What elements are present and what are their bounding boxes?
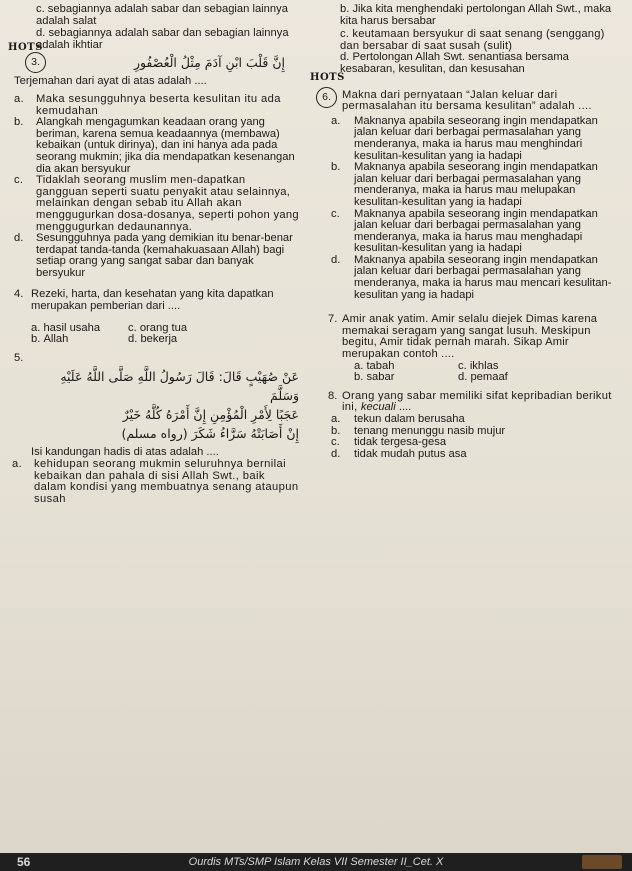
- q8-option-d: [318, 449, 624, 461]
- q7a-text: tabah: [366, 359, 395, 372]
- q6-number: 6.: [316, 87, 337, 108]
- q4-option-d: [128, 334, 177, 346]
- footer-title: Ourdis MTs/SMP Islam Kelas VII Semester II_Cet. X: [188, 856, 444, 868]
- q8d-key: d.: [331, 447, 341, 460]
- q4-option-b: [31, 334, 128, 346]
- q6b-text: Maknanya apabila seseorang ingin mendapatkan jalan keluar dari berbagai permasalahan yang menderanya, maka ia harus mau melupakan kesulitan-kesulitan yang ia hadapi: [354, 161, 598, 208]
- q4a-text: hasil usaha: [43, 321, 101, 334]
- q2c-right-text: c. keutamaan bersyukur di saat senang (senggang) dan bersabar di saat susah (sulit): [340, 28, 605, 52]
- q3-option-d: [14, 233, 299, 279]
- q7-options: [318, 361, 624, 384]
- q7a-key: a.: [354, 359, 364, 372]
- q3a-key: a.: [14, 92, 25, 105]
- q4b-text: Allah: [43, 333, 69, 346]
- q7b-text: sabar: [366, 371, 395, 384]
- q8-question-emphasis: kecuali: [360, 401, 396, 414]
- q6: [318, 90, 624, 113]
- q2-option-d: [14, 28, 299, 51]
- q2d-text: d. sebagiannya adalah sabar dan sebagian lainnya adalah ikhtiar: [36, 27, 289, 51]
- q8-number: 8.: [328, 389, 338, 402]
- q3b-key: b.: [14, 116, 24, 129]
- q6c-text: Maknanya apabila seseorang ingin mendapatkan jalan keluar dari berbagai permasalahan yang menderanya, maka ia harus mau menghadapi kesulitan-kesulitan yang ia hadapi: [354, 207, 598, 255]
- q5-arabic-line-2: عَجَبًا لِأَمْرِ الْمُؤْمِنِ إِنَّ أَمْرَهُ كُلَّهُ خَيْرٌ: [122, 407, 299, 423]
- hots-badge: HOTS: [8, 42, 43, 54]
- q3-option-c: [14, 175, 299, 233]
- q3d-text: Sesungguhnya pada yang demikian itu benar-benar terdapat tanda-tanda (kemahakuasaan Allah) bagi setiap orang yang sangat sabar dan banyak bersyukur: [36, 232, 293, 279]
- q3c-key: c.: [14, 174, 24, 187]
- q6a-key: a.: [331, 114, 341, 127]
- q7-number: 7.: [328, 313, 338, 326]
- q3b-text: Alangkah mengagumkan keadaan orang yang beriman, karena semua keadaannya (membawa) kebaikan (untuk dirinya), dan ini hanya ada pada seorang mukmin; jika dia mendapatkan kesenangan dia akan bersyukur: [36, 116, 295, 175]
- q4c-key: c.: [128, 321, 137, 334]
- q2c-text: c. sebagiannya adalah sabar dan sebagian lainnya adalah salat: [36, 3, 288, 27]
- q3a-text: Maka sesungguhnya beserta kesulitan itu ada kemudahan: [36, 92, 281, 117]
- q8-question-b: ....: [395, 401, 412, 414]
- q2d-right-text: d. Pertolongan Allah Swt. senantiasa bersama kesabaran, kesulitan, dan kesusahan: [340, 51, 569, 75]
- q5-arabic-hadith: [14, 367, 299, 443]
- q6c-key: c.: [331, 207, 340, 220]
- q7b-key: b.: [354, 371, 364, 384]
- q5-number: 5.: [14, 351, 24, 364]
- right-column: [310, 3, 624, 460]
- q8-question-a: Orang yang sabar memiliki sifat kepribadian berikut ini,: [342, 389, 612, 414]
- q6-option-c: [318, 209, 624, 255]
- q8a-key: a.: [331, 413, 341, 425]
- q8b-text: tenang menunggu nasib mujur: [354, 424, 506, 437]
- q4c-text: orang tua: [139, 321, 188, 334]
- q3-option-b: [14, 117, 299, 175]
- q8c-key: c.: [331, 436, 340, 449]
- q6-option-d: [318, 255, 624, 301]
- q8d-text: tidak mudah putus asa: [354, 447, 467, 460]
- q5a-key: a.: [12, 458, 23, 471]
- publisher-logo-icon: [582, 855, 622, 869]
- q6-question: Makna dari pernyataan “Jalan keluar dari permasalahan itu bersama kesulitan” adalah ....: [342, 88, 592, 113]
- q2-option-b: [318, 4, 624, 27]
- q3-arabic-verse: إِنَّ قَلْبَ ابْنِ آدَمَ مِثْلُ الْعُصْفُورِ: [133, 55, 285, 71]
- q4: [14, 289, 299, 312]
- q8b-key: b.: [331, 424, 341, 437]
- q4-question: Rezeki, harta, dan kesehatan yang kita dapatkan merupakan pemberian dari ....: [31, 288, 274, 313]
- q6-option-b: [318, 162, 624, 208]
- page-number: 56: [17, 855, 31, 869]
- q7-option-b: [354, 372, 458, 384]
- q3-header: [8, 42, 299, 73]
- q6a-text: Maknanya apabila seseorang ingin mendapatkan jalan keluar dari berbagai permasalahan yang menderanya, maka ia harus mau menghindari kesulitan-kesulitan yang ia hadapi: [354, 114, 598, 162]
- q6-option-a: [318, 116, 624, 162]
- q8a-text: tekun dalam berusaha: [354, 413, 465, 425]
- q4b-key: b.: [31, 333, 41, 346]
- q7d-text: pemaaf: [470, 371, 508, 384]
- q2-option-c-right: [318, 29, 624, 52]
- q2-option-c: [14, 4, 299, 27]
- q7-question: Amir anak yatim. Amir selalu diejek Dimas karena memakai seragam yang sangat lusuh. Meskipun begitu, Amir tidak pernah marah. Sikap Amir merupakan contoh ....: [342, 313, 598, 361]
- q2-option-d-right: [318, 52, 624, 75]
- q6d-key: d.: [331, 253, 341, 266]
- q7c-key: c.: [458, 359, 467, 372]
- q4-options: [14, 323, 299, 346]
- q6d-text: Maknanya apabila seseorang ingin mendapatkan jalan keluar dari berbagai permasalahan yang menderanya, maka ia harus mau mencari kesulitan-kesulitan yang ia hadapi: [354, 253, 612, 301]
- q8: [318, 391, 624, 414]
- q7-option-d: [458, 372, 508, 384]
- q5a-text: kehidupan seorang mukmin seluruhnya bernilai kebaikan dan pahala di sisi Allah Swt., baik dalam kondisi yang membuatnya senang ataupun susah: [34, 458, 299, 505]
- q3-number: 3.: [25, 52, 46, 73]
- q4d-text: bekerja: [140, 333, 178, 346]
- q5-arabic-line-3: إِنْ أَصَابَتْهُ سَرَّاءُ شَكَرَ (رواه مسلم): [121, 426, 299, 442]
- q7c-text: ikhlas: [469, 359, 499, 372]
- q7: [318, 314, 624, 360]
- q3c-text: Tidaklah seorang muslim men-dapatkan gangguan seperti suatu penyakit atau selainnya, melainkan dengan sebab itu Allah akan menggugurkan dosa-dosanya, seperti pohon yang menggugurkan dedaunannya.: [36, 174, 299, 233]
- q2b-text: b. Jika kita menghendaki pertolongan Allah Swt., maka kita harus bersabar: [340, 3, 612, 27]
- q7d-key: d.: [458, 371, 468, 384]
- hots-badge-right: HOTS: [310, 71, 345, 83]
- q5-arabic-line-1: عَنْ صُهَيْبٍ قَالَ: قَالَ رَسُولُ اللَّهِ صَلَّى اللَّهُ عَلَيْهِ وَسَلَّمَ: [60, 369, 299, 404]
- q7-options-row-2: [354, 372, 624, 384]
- q4a-key: a.: [31, 321, 41, 334]
- left-column: [8, 3, 299, 505]
- q4d-key: d.: [128, 333, 138, 346]
- q8c-text: tidak tergesa-gesa: [354, 436, 447, 449]
- q3-option-a: [14, 94, 299, 117]
- q5-option-a: [12, 459, 299, 505]
- q3-question: Terjemahan dari ayat di atas adalah ....: [14, 75, 207, 88]
- page-footer: [0, 853, 632, 871]
- q4-number: 4.: [14, 288, 24, 301]
- q6b-key: b.: [331, 161, 341, 174]
- q3d-key: d.: [14, 232, 24, 245]
- q5-question: Isi kandungan hadis di atas adalah ....: [31, 446, 219, 459]
- q4-options-row-2: [31, 334, 299, 346]
